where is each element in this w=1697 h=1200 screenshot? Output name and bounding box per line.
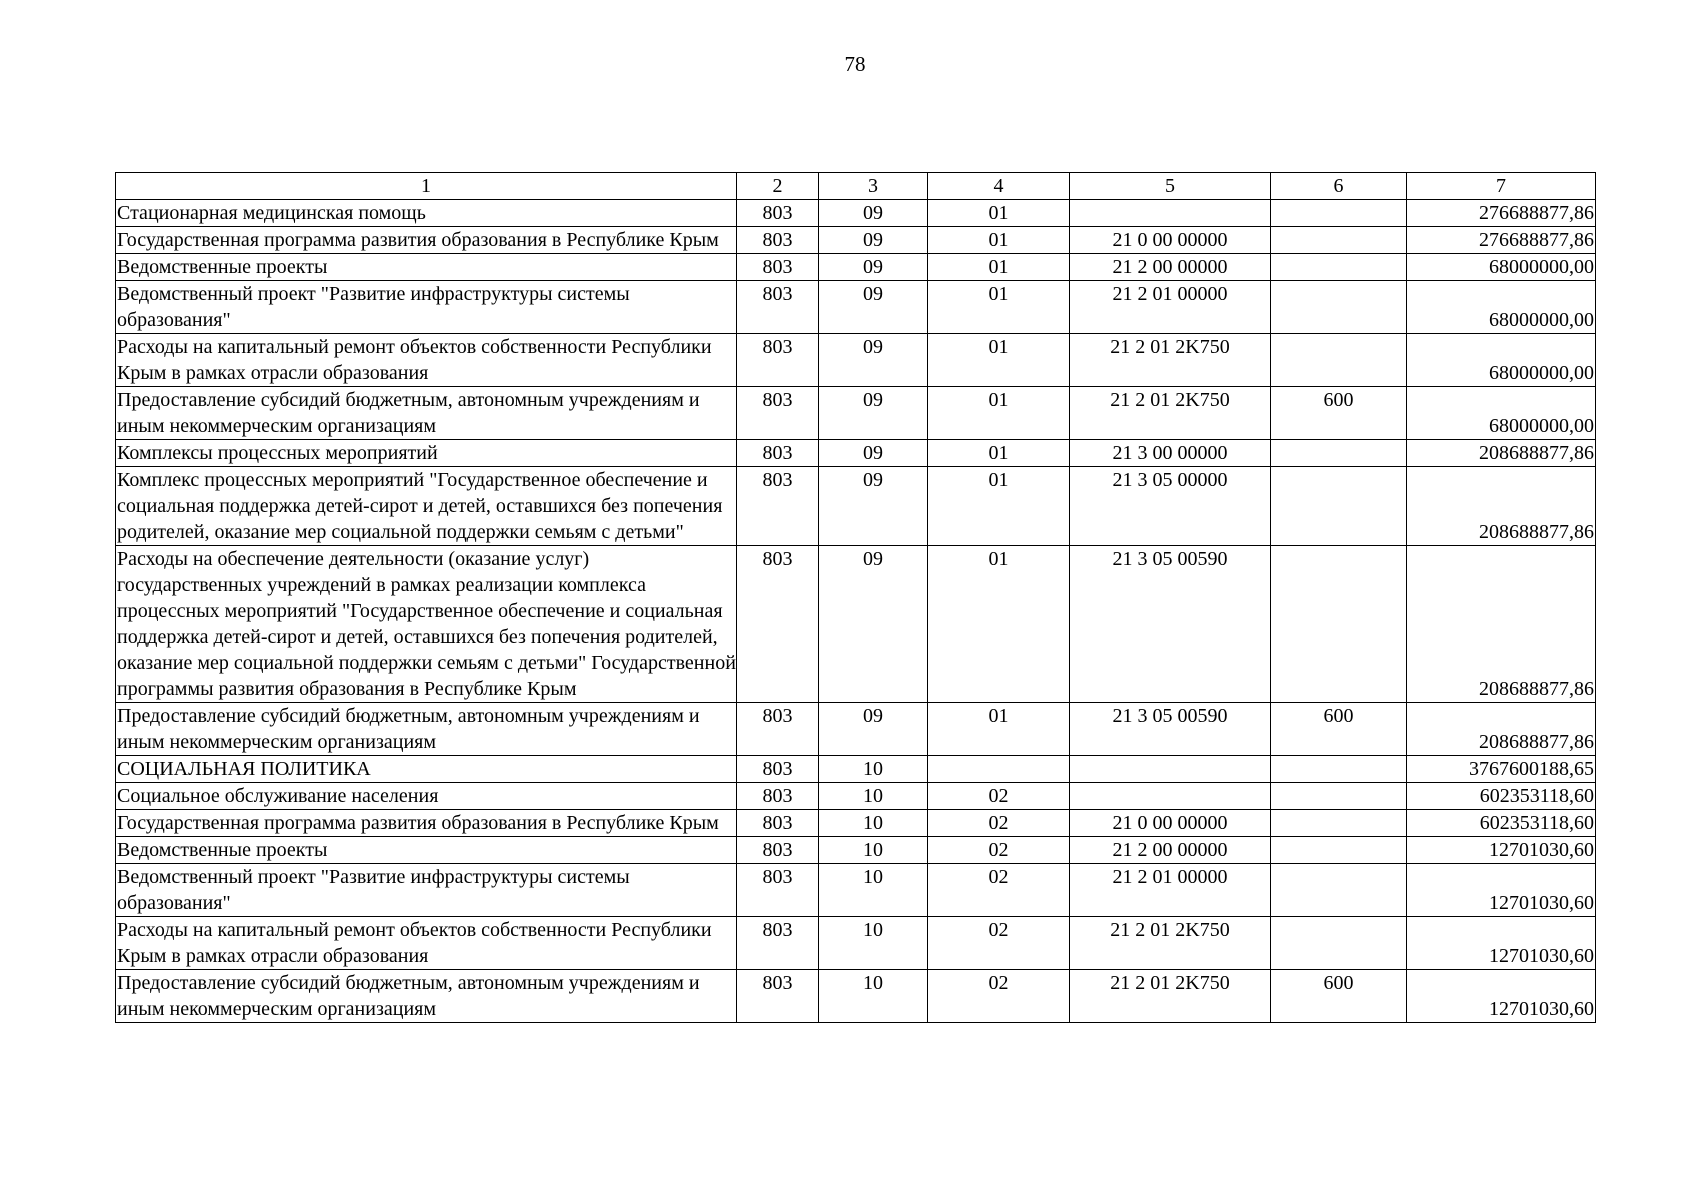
amount-cell: 68000000,00 [1407,387,1596,440]
name-cell: Расходы на капитальный ремонт объектов собственности Республики Крым в рамках отрасли образования [116,334,737,387]
amount-cell: 68000000,00 [1407,334,1596,387]
table-row [116,970,1596,1023]
table-row [116,200,1596,227]
subsection-cell: 02 [928,917,1070,970]
amount-cell: 208688877,86 [1407,440,1596,467]
expense-type-cell [1271,917,1407,970]
section-cell: 10 [819,864,928,917]
section-cell: 09 [819,546,928,703]
name-cell: Предоставление субсидий бюджетным, автономным учреждениям и иным некоммерческим организациям [116,387,737,440]
name-cell: Стационарная медицинская помощь [116,200,737,227]
section-cell: 09 [819,467,928,546]
table-row [116,227,1596,254]
section-cell: 09 [819,334,928,387]
target-article-cell [1070,783,1271,810]
amount-cell: 12701030,60 [1407,970,1596,1023]
code-cell: 803 [737,227,819,254]
subsection-cell: 02 [928,970,1070,1023]
code-cell: 803 [737,864,819,917]
name-cell: Государственная программа развития образования в Республике Крым [116,227,737,254]
code-cell: 803 [737,254,819,281]
table-row [116,864,1596,917]
subsection-cell: 01 [928,467,1070,546]
name-cell: Государственная программа развития образования в Республике Крым [116,810,737,837]
table-row [116,810,1596,837]
subsection-cell: 01 [928,546,1070,703]
amount-cell: 208688877,86 [1407,703,1596,756]
target-article-cell: 21 0 00 00000 [1070,810,1271,837]
expense-type-cell [1271,254,1407,281]
code-cell: 803 [737,334,819,387]
table-header-row [116,173,1596,200]
expense-type-cell [1271,546,1407,703]
amount-cell: 602353118,60 [1407,783,1596,810]
subsection-cell: 02 [928,864,1070,917]
expense-type-cell: 600 [1271,703,1407,756]
subsection-cell: 01 [928,703,1070,756]
expense-type-cell [1271,440,1407,467]
amount-cell: 68000000,00 [1407,254,1596,281]
amount-cell: 12701030,60 [1407,837,1596,864]
code-cell: 803 [737,810,819,837]
expense-type-cell [1271,334,1407,387]
table-row [116,334,1596,387]
subsection-cell: 02 [928,810,1070,837]
section-cell: 10 [819,837,928,864]
expense-type-cell [1271,467,1407,546]
subsection-cell: 02 [928,783,1070,810]
section-cell: 09 [819,227,928,254]
code-cell: 803 [737,281,819,334]
name-cell: СОЦИАЛЬНАЯ ПОЛИТИКА [116,756,737,783]
expense-type-cell: 600 [1271,970,1407,1023]
table-body [116,200,1596,1023]
target-article-cell: 21 2 01 2K750 [1070,970,1271,1023]
target-article-cell: 21 0 00 00000 [1070,227,1271,254]
section-cell: 10 [819,970,928,1023]
target-article-cell: 21 2 00 00000 [1070,837,1271,864]
name-cell: Комплексы процессных мероприятий [116,440,737,467]
table-row [116,837,1596,864]
subsection-cell: 01 [928,254,1070,281]
code-cell: 803 [737,756,819,783]
section-cell: 09 [819,440,928,467]
target-article-cell: 21 2 01 2K750 [1070,917,1271,970]
table-row [116,917,1596,970]
name-cell: Ведомственный проект "Развитие инфраструктуры системы образования" [116,281,737,334]
amount-cell: 12701030,60 [1407,917,1596,970]
table-row [116,387,1596,440]
section-cell: 09 [819,387,928,440]
section-cell: 10 [819,810,928,837]
expense-type-cell [1271,810,1407,837]
target-article-cell: 21 3 05 00590 [1070,546,1271,703]
code-cell: 803 [737,440,819,467]
code-cell: 803 [737,387,819,440]
code-cell: 803 [737,970,819,1023]
subsection-cell: 01 [928,334,1070,387]
section-cell: 09 [819,703,928,756]
table-row [116,254,1596,281]
expense-type-cell [1271,281,1407,334]
table-row [116,546,1596,703]
column-header-2: 2 [737,173,819,200]
subsection-cell: 01 [928,440,1070,467]
target-article-cell: 21 2 01 2K750 [1070,334,1271,387]
target-article-cell: 21 3 05 00590 [1070,703,1271,756]
name-cell: Ведомственный проект "Развитие инфраструктуры системы образования" [116,864,737,917]
section-cell: 09 [819,281,928,334]
amount-cell: 3767600188,65 [1407,756,1596,783]
section-cell: 09 [819,254,928,281]
table-row [116,281,1596,334]
subsection-cell: 01 [928,387,1070,440]
amount-cell: 12701030,60 [1407,864,1596,917]
target-article-cell: 21 2 01 2K750 [1070,387,1271,440]
expense-type-cell [1271,783,1407,810]
amount-cell: 208688877,86 [1407,546,1596,703]
table-row [116,467,1596,546]
expense-type-cell [1271,200,1407,227]
subsection-cell: 01 [928,281,1070,334]
name-cell: Предоставление субсидий бюджетным, автономным учреждениям и иным некоммерческим организациям [116,703,737,756]
code-cell: 803 [737,783,819,810]
target-article-cell: 21 2 01 00000 [1070,864,1271,917]
target-article-cell: 21 3 05 00000 [1070,467,1271,546]
column-header-3: 3 [819,173,928,200]
name-cell: Комплекс процессных мероприятий "Государственное обеспечение и социальная поддержка детей-сирот и детей, оставшихся без попечения родителей, оказание мер социальной поддержки семьям с детьми" [116,467,737,546]
target-article-cell [1070,756,1271,783]
expense-type-cell [1271,837,1407,864]
subsection-cell: 01 [928,200,1070,227]
page-number: 78 [844,52,866,76]
section-cell: 10 [819,756,928,783]
target-article-cell: 21 2 01 00000 [1070,281,1271,334]
subsection-cell: 01 [928,227,1070,254]
expense-type-cell [1271,227,1407,254]
column-header-1: 1 [116,173,737,200]
name-cell: Ведомственные проекты [116,837,737,864]
code-cell: 803 [737,917,819,970]
amount-cell: 276688877,86 [1407,200,1596,227]
table-row [116,440,1596,467]
name-cell: Предоставление субсидий бюджетным, автономным учреждениям и иным некоммерческим организациям [116,970,737,1023]
name-cell: Социальное обслуживание населения [116,783,737,810]
amount-cell: 68000000,00 [1407,281,1596,334]
column-header-7: 7 [1407,173,1596,200]
column-header-4: 4 [928,173,1070,200]
code-cell: 803 [737,200,819,227]
code-cell: 803 [737,467,819,546]
expense-type-cell [1271,864,1407,917]
subsection-cell: 02 [928,837,1070,864]
name-cell: Расходы на капитальный ремонт объектов собственности Республики Крым в рамках отрасли образования [116,917,737,970]
code-cell: 803 [737,703,819,756]
amount-cell: 208688877,86 [1407,467,1596,546]
section-cell: 10 [819,783,928,810]
table-row [116,756,1596,783]
target-article-cell: 21 3 00 00000 [1070,440,1271,467]
column-header-6: 6 [1271,173,1407,200]
subsection-cell [928,756,1070,783]
expense-type-cell [1271,756,1407,783]
table-row [116,703,1596,756]
target-article-cell [1070,200,1271,227]
section-cell: 09 [819,200,928,227]
code-cell: 803 [737,546,819,703]
name-cell: Расходы на обеспечение деятельности (оказание услуг) государственных учреждений в рамках реализации комплекса процессных мероприятий "Государственное обеспечение и социальная поддержка детей-сирот и детей, оставшихся без попечения родителей, оказание мер социальной поддержки семьям с детьми" Государственной программы развития образования в Республике Крым [116,546,737,703]
code-cell: 803 [737,837,819,864]
table-row [116,783,1596,810]
amount-cell: 602353118,60 [1407,810,1596,837]
target-article-cell: 21 2 00 00000 [1070,254,1271,281]
column-header-5: 5 [1070,173,1271,200]
expense-type-cell: 600 [1271,387,1407,440]
budget-table [115,172,1596,1023]
amount-cell: 276688877,86 [1407,227,1596,254]
name-cell: Ведомственные проекты [116,254,737,281]
section-cell: 10 [819,917,928,970]
